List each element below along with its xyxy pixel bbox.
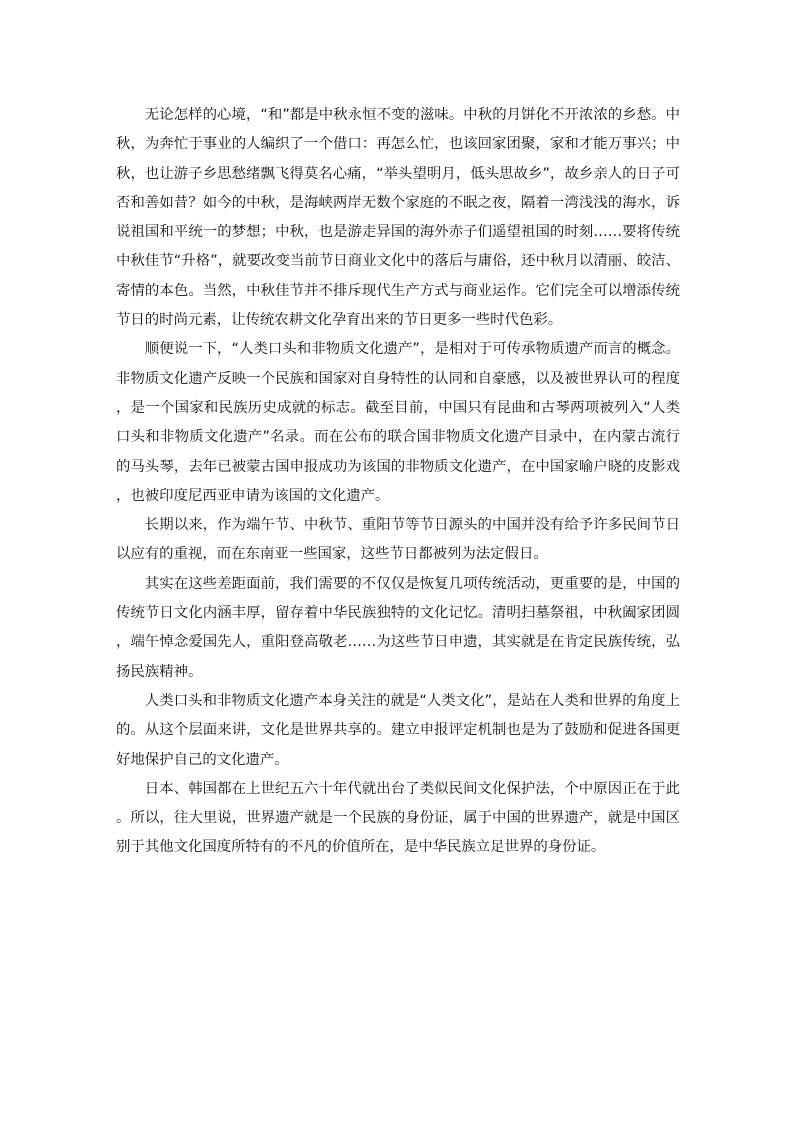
paragraph-intangible-heritage: 顺便说一下，“人类口头和非物质文化遗产”，是相对于可传承物质遗产而言的概念。非物质文化遗产反映一个民族和国家对自身特性的认同和自豪感，以及被世界认可的程度，是一个国家和民族历史成就的标志。截至目前，中国只有昆曲和古琴两项被列入“人类口头和非物质文化遗产”名录。而在公布的联合国非物质文化遗产目录中，在内蒙古流行的马头琴，去年已被蒙古国申报成功为该国的非物质文化遗产，在中国家喻户晓的皮影戏，也被印度尼西亚申请为该国的文化遗产。 bbox=[116, 341, 680, 504]
paragraph-human-culture: 人类口头和非物质文化遗产本身关注的就是“人类文化”，是站在人类和世界的角度上的。从这个层面来讲，文化是世界共享的。建立申报评定机制也是为了鼓励和促进各国更好地保护自己的文化遗产。 bbox=[116, 692, 680, 768]
paragraph-cultural-memory: 其实在这些差距面前，我们需要的不仅仅是恢复几项传统活动，更重要的是，中国的传统节日文化内涵丰厚，留存着中华民族独特的文化记忆。清明扫墓祭祖，中秋阖家团圆，端午悼念爱国先人，重阳登高敬老……为这些节日申遗，其实就是在肯定民族传统，弘扬民族精神。 bbox=[116, 575, 680, 680]
paragraph-mid-autumn: 无论怎样的心境，“和”都是中秋永恒不变的滋味。中秋的月饼化不开浓浓的乡愁。中秋，为奔忙于事业的人编织了一个借口：再怎么忙，也该回家团聚，家和才能万事兴；中秋，也让游子乡思愁绪飘飞得莫名心痛，“举头望明月，低头思故乡”，故乡亲人的日子可否和善如昔？如今的中秋，是海峡两岸无数个家庭的不眠之夜，隔着一湾浅浅的海水，诉说祖国和平统一的梦想；中秋，也是游走异国的海外赤子们遥望祖国的时刻……要将传统中秋佳节“升格”，就要改变当前节日商业文化中的落后与庸俗，还中秋月以清丽、皎洁、寄情的本色。当然，中秋佳节并不排斥现代生产方式与商业运作。它们完全可以增添传统节日的时尚元素，让传统农耕文化孕育出来的节日更多一些时代色彩。 bbox=[116, 107, 680, 329]
paragraph-festivals-neglect: 长期以来，作为端午节、中秋节、重阳节等节日源头的中国并没有给予许多民间节日以应有的重视，而在东南亚一些国家，这些节日都被列为法定假日。 bbox=[116, 517, 680, 563]
document-page bbox=[116, 101, 680, 863]
paragraph-identity-card: 日本、韩国都在上世纪五六十年代就出台了类似民间文化保护法，个中原因正在于此。所以，往大里说，世界遗产就是一个民族的身份证，属于中国的世界遗产，就是中国区别于其他文化国度所特有的不凡的价值所在，是中华民族立足世界的身份证。 bbox=[116, 780, 680, 856]
